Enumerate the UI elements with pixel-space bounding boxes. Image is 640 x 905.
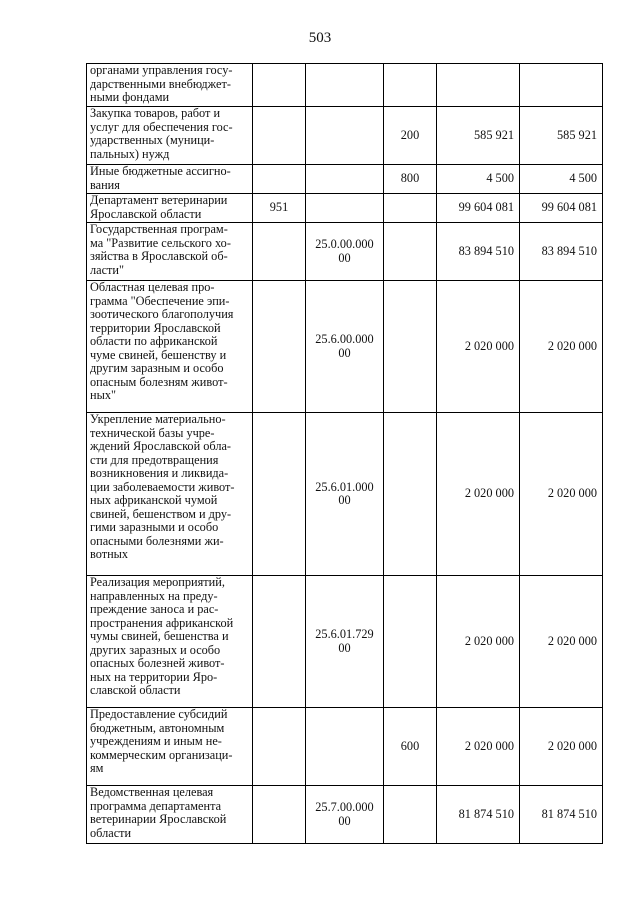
sum-first: 99 604 081 [437,194,520,223]
sum-second: 81 874 510 [520,786,603,844]
sum-first: 2 020 000 [437,281,520,413]
row-name: Предоставление субсидий бюджетным, автономным учреждениям и иным не- коммерческим организаци- ям [87,708,253,786]
row-name: Департамент ветеринарии Ярославской области [87,194,253,223]
sum-first: 81 874 510 [437,786,520,844]
sum-second: 2 020 000 [520,708,603,786]
row-name: Реализация мероприятий, направленных на преду- преждение заноса и рас- пространения африканской чумы свиней, бешенства и других заразных и особо опасных болезней живот- ных на территории Яро- славской области [87,576,253,708]
ved-code [253,165,306,194]
vr-code [384,64,437,107]
csr-code: 25.6.01.729 00 [306,576,384,708]
sum-second: 99 604 081 [520,194,603,223]
csr-code: 25.6.01.000 00 [306,413,384,576]
table-row [87,413,603,576]
ved-code [253,64,306,107]
sum-first: 2 020 000 [437,708,520,786]
ved-code [253,576,306,708]
ved-code [253,281,306,413]
csr-code [306,64,384,107]
sum-first: 585 921 [437,107,520,165]
sum-first [437,64,520,107]
sum-second: 4 500 [520,165,603,194]
vr-code: 200 [384,107,437,165]
ved-code [253,786,306,844]
ved-code [253,413,306,576]
vr-code [384,223,437,281]
csr-code [306,194,384,223]
vr-code [384,413,437,576]
row-name: Укрепление материально- технической базы учре- ждений Ярославской обла- сти для предотвращения возникновения и ликвида- ции заболеваемости живот- ных африканской чумой свиней, бешенством и дру- гими заразными и особо опасными болезнями жи- вотных [87,413,253,576]
csr-code: 25.6.00.000 00 [306,281,384,413]
sum-second: 2 020 000 [520,281,603,413]
table-row [87,576,603,708]
sum-second [520,64,603,107]
vr-code: 800 [384,165,437,194]
table-row [87,281,603,413]
ved-code [253,708,306,786]
sum-second: 585 921 [520,107,603,165]
sum-first: 83 894 510 [437,223,520,281]
ved-code [253,223,306,281]
row-name: Государственная програм- ма "Развитие сельского хо- зяйства в Ярославской об- ласти" [87,223,253,281]
ved-code: 951 [253,194,306,223]
table-row [87,64,603,107]
sum-second: 2 020 000 [520,413,603,576]
csr-code [306,165,384,194]
row-name: Закупка товаров, работ и услуг для обеспечения гос- ударственных (муници- пальных) нужд [87,107,253,165]
budget-table [86,63,603,844]
csr-code [306,107,384,165]
row-name: Ведомственная целевая программа департамента ветеринарии Ярославской области [87,786,253,844]
row-name: Областная целевая про- грамма "Обеспечение эпи- зоотического благополучия территории Ярославской области по африканской чуме свиней, бешенству и другим заразным и особо опасным болезням живот- ных" [87,281,253,413]
csr-code [306,708,384,786]
vr-code [384,194,437,223]
table-row [87,223,603,281]
table-row [87,708,603,786]
csr-code: 25.7.00.000 00 [306,786,384,844]
vr-code: 600 [384,708,437,786]
sum-second: 2 020 000 [520,576,603,708]
vr-code [384,281,437,413]
row-name: органами управления госу- дарственными внебюджет- ными фондами [87,64,253,107]
table-row [87,194,603,223]
vr-code [384,786,437,844]
sum-first: 2 020 000 [437,576,520,708]
page-number: 503 [308,30,332,46]
sum-first: 4 500 [437,165,520,194]
table-row [87,786,603,844]
table-row [87,107,603,165]
table-row [87,165,603,194]
sum-first: 2 020 000 [437,413,520,576]
sum-second: 83 894 510 [520,223,603,281]
vr-code [384,576,437,708]
ved-code [253,107,306,165]
row-name: Иные бюджетные ассигно- вания [87,165,253,194]
csr-code: 25.0.00.000 00 [306,223,384,281]
